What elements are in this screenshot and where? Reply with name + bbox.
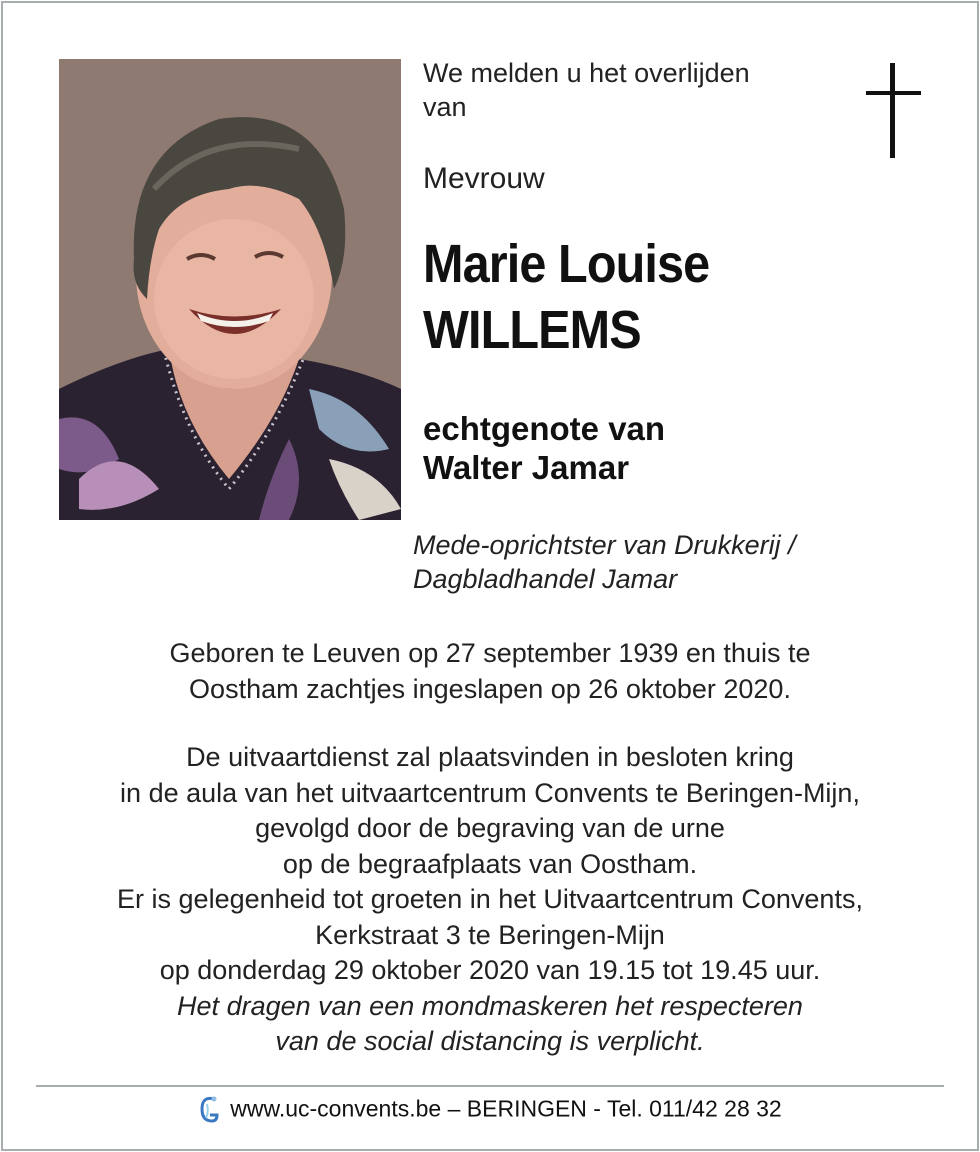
- funeral-service-paragraph: [0, 740, 980, 1060]
- footer-divider: [36, 1085, 944, 1087]
- spouse-info: [423, 409, 665, 487]
- footer: [0, 1094, 980, 1124]
- service-line: gevolgd door de begraving van de urne: [255, 813, 725, 843]
- first-names: Marie Louise: [423, 234, 710, 294]
- service-line: Kerkstraat 3 te Beringen-Mijn: [315, 919, 665, 950]
- spouse-relation: echtgenote van: [423, 410, 666, 447]
- contact-info: www.uc-convents.be – BERINGEN - Tel. 011/42 28 32: [230, 1095, 782, 1122]
- intro-line: We melden u het overlijden: [423, 58, 750, 88]
- role-line: Mede-oprichtster van Drukkerij /: [413, 530, 796, 560]
- spouse-name: Walter Jamar: [423, 449, 630, 486]
- birth-line: Oostham zachtjes ingeslapen op 26 oktober 2020.: [189, 673, 791, 704]
- service-line: in de aula van het uitvaartcentrum Convents te Beringen-Mijn,: [120, 777, 860, 808]
- birth-line: Geboren te Leuven op 27 september 1939 en thuis te: [169, 638, 811, 668]
- role-line: Dagbladhandel Jamar: [413, 564, 678, 594]
- intro-text: [423, 56, 843, 124]
- deceased-name: [423, 231, 709, 363]
- birth-death-paragraph: [0, 636, 980, 707]
- honorific: Mevrouw: [423, 162, 545, 195]
- mask-note: Het dragen van een mondmaskeren het respecteren: [177, 990, 803, 1021]
- mask-note: van de social distancing is verplicht.: [275, 1026, 705, 1056]
- role-description: [413, 528, 796, 596]
- portrait-photo: [59, 59, 401, 520]
- service-line: Er is gelegenheid tot groeten in het Uitvaartcentrum Convents,: [117, 884, 863, 914]
- cross-icon: [863, 63, 923, 159]
- service-line: op donderdag 29 oktober 2020 van 19.15 tot 19.45 uur.: [159, 955, 821, 985]
- surname: WILLEMS: [423, 300, 641, 360]
- service-line: op de begraafplaats van Oostham.: [282, 848, 698, 879]
- intro-line: van: [423, 92, 467, 122]
- uc-convents-logo-icon: [198, 1094, 220, 1124]
- service-line: De uitvaartdienst zal plaatsvinden in besloten kring: [186, 742, 794, 772]
